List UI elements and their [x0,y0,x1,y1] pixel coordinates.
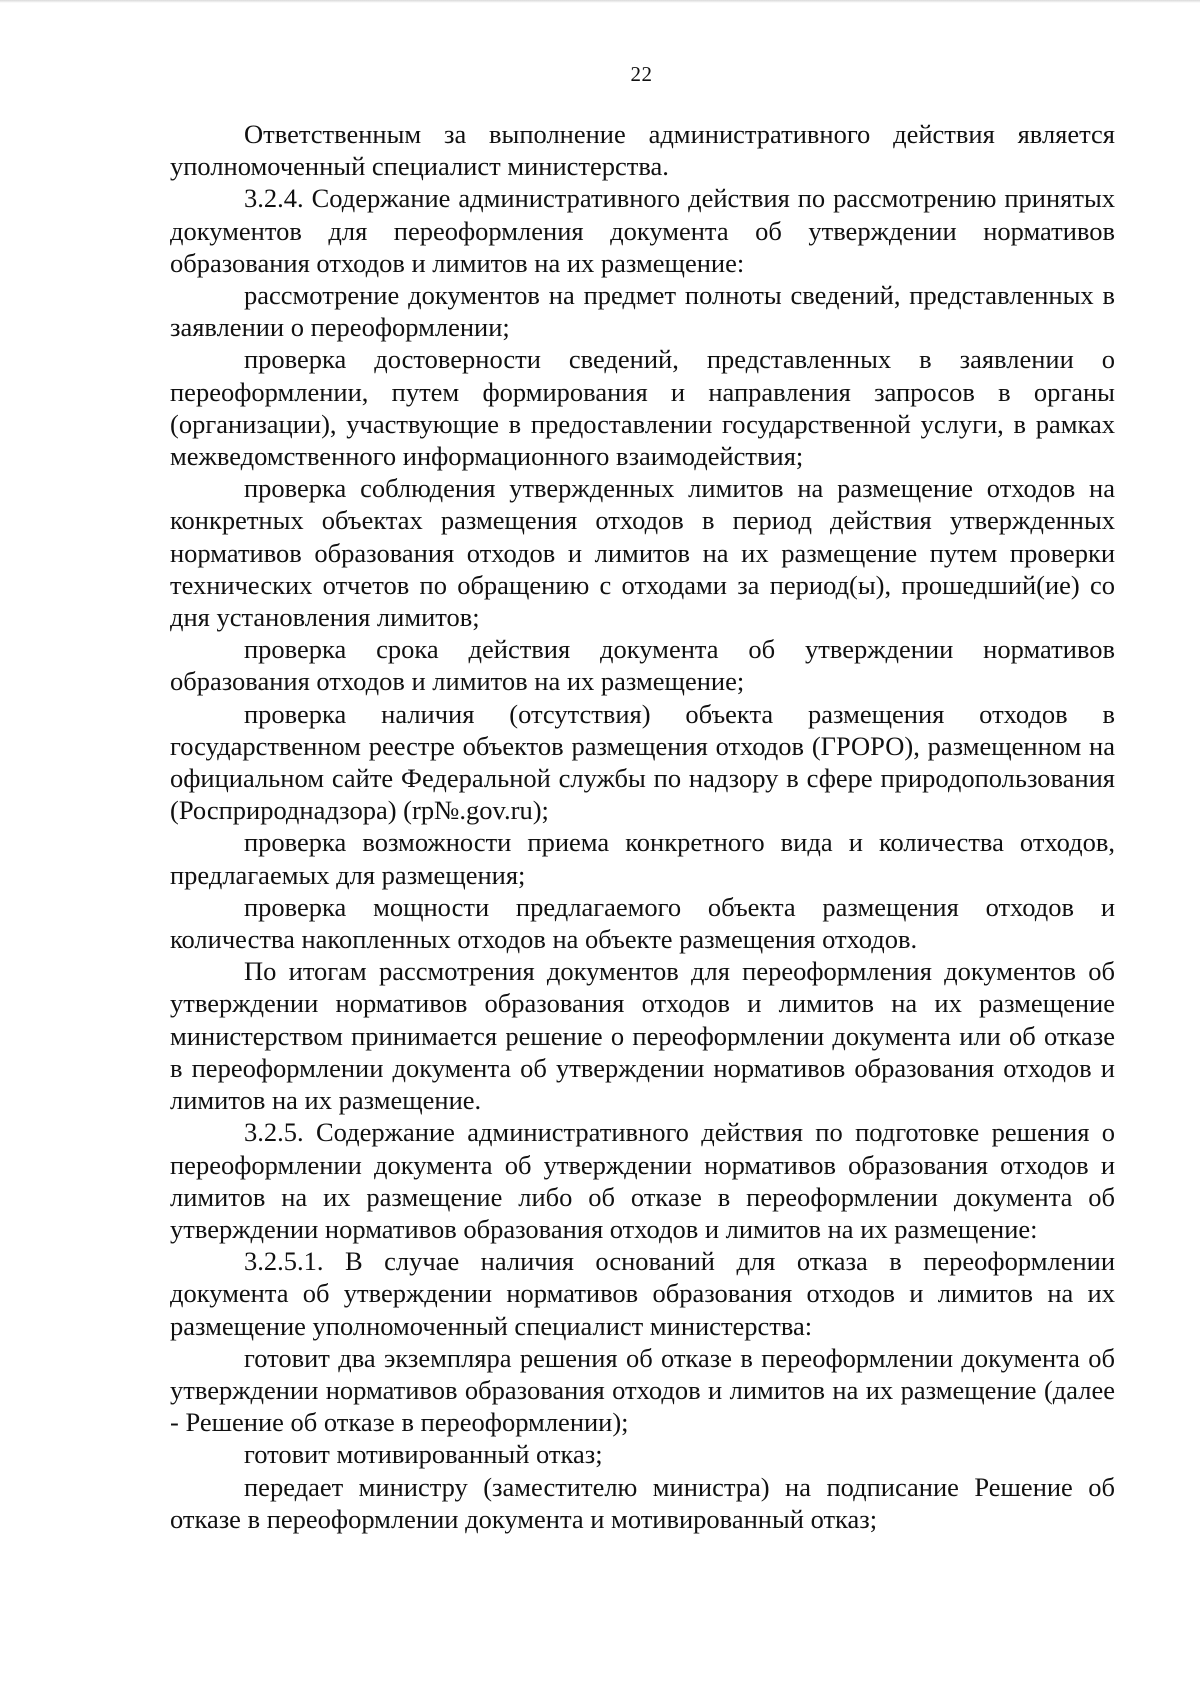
paragraph: 3.2.5.1. В случае наличия оснований для отказа в переоформлении документа об утверждении нормативов образования отходов и лимитов на их размещение уполномоченный специалист министерства: [170,1246,1115,1341]
paragraph: проверка соблюдения утвержденных лимитов на размещение отходов на конкретных объектах размещения отходов в период действия утвержденных нормативов образования отходов и лимитов на их размещение путем проверки технических отчетов по обращению с отходами за период(ы), прошедший(ие) со дня установления лимитов; [170,473,1115,633]
paragraph: проверка срока действия документа об утверждении нормативов образования отходов и лимитов на их размещение; [170,634,1115,697]
paragraph: По итогам рассмотрения документов для переоформления документов об утверждении нормативов образования отходов и лимитов на их размещение министерством принимается решение о переоформлении документа или об отказе в переоформлении документа об утверждении нормативов образования отходов и лимитов на их размещение. [170,956,1115,1116]
page-number: 22 [630,62,653,86]
paragraph: Ответственным за выполнение административного действия является уполномоченный специалист министерства. [170,119,1115,182]
paragraph: проверка возможности приема конкретного вида и количества отходов, предлагаемых для размещения; [170,827,1115,890]
document-body [170,118,1115,1535]
scan-edge [0,0,1200,3]
paragraph: проверка достоверности сведений, представленных в заявлении о переоформлении, путем формирования и направления запросов в органы (организации), участвующие в предоставлении государственной услуги, в рамках межведомственного информационного взаимодействия; [170,344,1115,472]
paragraph: готовит мотивированный отказ; [244,1439,603,1470]
paragraph: 3.2.4. Содержание административного действия по рассмотрению принятых документов для переоформления документа об утверждении нормативов образования отходов и лимитов на их размещение: [170,183,1115,278]
paragraph: рассмотрение документов на предмет полноты сведений, представленных в заявлении о переоформлении; [170,280,1115,343]
paragraph: 3.2.5. Содержание административного действия по подготовке решения о переоформлении документа об утверждении нормативов образования отходов и лимитов на их размещение либо об отказе в переоформлении документа об утверждении нормативов образования отходов и лимитов на их размещение: [170,1117,1115,1244]
paragraph: передает министру (заместителю министра) на подписание Решение об отказе в переоформлении документа и мотивированный отказ; [170,1471,1115,1534]
paragraph: проверка мощности предлагаемого объекта размещения отходов и количества накопленных отходов на объекте размещения отходов. [170,891,1115,955]
paragraph: готовит два экземпляра решения об отказе в переоформлении документа об утверждении нормативов образования отходов и лимитов на их размещение (далее - Решение об отказе в переоформлении); [170,1342,1115,1438]
paragraph: проверка наличия (отсутствия) объекта размещения отходов в государственном реестре объектов размещения отходов (ГРОРО), размещенном на официальном сайте Федеральной службы по надзору в сфере природопользования (Росприроднадзора) (rp№.gov.ru); [170,698,1115,826]
